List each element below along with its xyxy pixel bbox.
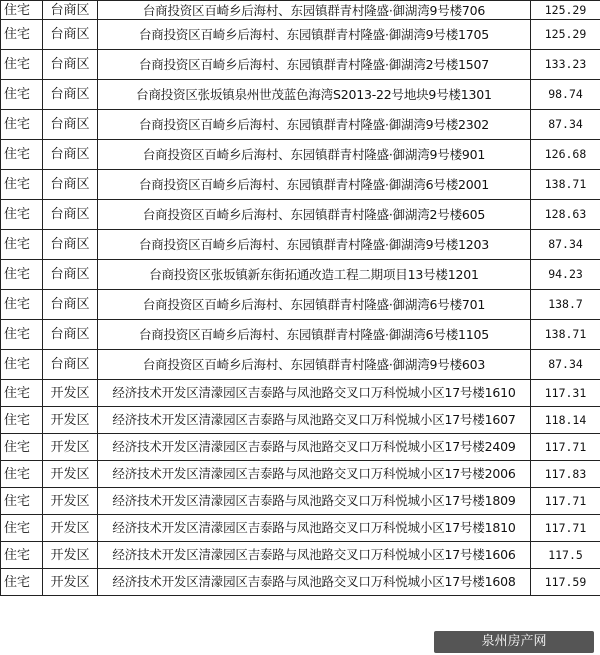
table-row bbox=[1, 260, 600, 290]
table-row bbox=[1, 380, 600, 407]
type-cell: 住宅 bbox=[1, 320, 43, 350]
table-row bbox=[1, 542, 600, 569]
district-cell: 台商区 bbox=[43, 110, 98, 140]
district-cell: 开发区 bbox=[43, 542, 98, 569]
area-cell: 87.34 bbox=[531, 230, 600, 260]
address-cell: 经济技术开发区清濛园区吉泰路与凤池路交叉口万科悦城小区17号楼1608 bbox=[98, 569, 531, 596]
type-cell: 住宅 bbox=[1, 260, 43, 290]
address-cell: 经济技术开发区清濛园区吉泰路与凤池路交叉口万科悦城小区17号楼1607 bbox=[98, 407, 531, 434]
district-cell: 台商区 bbox=[43, 350, 98, 380]
district-cell: 台商区 bbox=[43, 200, 98, 230]
table-row bbox=[1, 230, 600, 260]
type-cell: 住宅 bbox=[1, 461, 43, 488]
address-cell: 经济技术开发区清濛园区吉泰路与凤池路交叉口万科悦城小区17号楼1610 bbox=[98, 380, 531, 407]
table-row bbox=[1, 515, 600, 542]
table-row bbox=[1, 140, 600, 170]
district-cell: 开发区 bbox=[43, 380, 98, 407]
address-cell: 台商投资区百崎乡后海村、东园镇群青村隆盛·御湖湾9号楼1705 bbox=[98, 20, 531, 50]
type-cell: 住宅 bbox=[1, 230, 43, 260]
district-cell: 开发区 bbox=[43, 461, 98, 488]
district-cell: 台商区 bbox=[43, 170, 98, 200]
district-cell: 台商区 bbox=[43, 140, 98, 170]
housing-table-body bbox=[1, 1, 600, 596]
type-cell: 住宅 bbox=[1, 515, 43, 542]
district-cell: 台商区 bbox=[43, 230, 98, 260]
type-cell: 住宅 bbox=[1, 488, 43, 515]
type-cell: 住宅 bbox=[1, 380, 43, 407]
area-cell: 138.7 bbox=[531, 290, 600, 320]
district-cell: 开发区 bbox=[43, 407, 98, 434]
area-cell: 117.5 bbox=[531, 542, 600, 569]
address-cell: 经济技术开发区清濛园区吉泰路与凤池路交叉口万科悦城小区17号楼2409 bbox=[98, 434, 531, 461]
address-cell: 台商投资区百崎乡后海村、东园镇群青村隆盛·御湖湾9号楼901 bbox=[98, 140, 531, 170]
district-cell: 开发区 bbox=[43, 488, 98, 515]
address-cell: 经济技术开发区清濛园区吉泰路与凤池路交叉口万科悦城小区17号楼1809 bbox=[98, 488, 531, 515]
area-cell: 117.71 bbox=[531, 434, 600, 461]
type-cell: 住宅 bbox=[1, 200, 43, 230]
area-cell: 133.23 bbox=[531, 50, 600, 80]
table-row bbox=[1, 170, 600, 200]
district-cell: 台商区 bbox=[43, 320, 98, 350]
address-cell: 台商投资区百崎乡后海村、东园镇群青村隆盛·御湖湾2号楼605 bbox=[98, 200, 531, 230]
table-row bbox=[1, 320, 600, 350]
area-cell: 98.74 bbox=[531, 80, 600, 110]
area-cell: 87.34 bbox=[531, 110, 600, 140]
type-cell: 住宅 bbox=[1, 170, 43, 200]
type-cell: 住宅 bbox=[1, 140, 43, 170]
table-row bbox=[1, 200, 600, 230]
table-row bbox=[1, 80, 600, 110]
address-cell: 经济技术开发区清濛园区吉泰路与凤池路交叉口万科悦城小区17号楼2006 bbox=[98, 461, 531, 488]
type-cell: 住宅 bbox=[1, 1, 43, 20]
type-cell: 住宅 bbox=[1, 434, 43, 461]
address-cell: 经济技术开发区清濛园区吉泰路与凤池路交叉口万科悦城小区17号楼1810 bbox=[98, 515, 531, 542]
district-cell: 开发区 bbox=[43, 569, 98, 596]
address-cell: 台商投资区百崎乡后海村、东园镇群青村隆盛·御湖湾9号楼1203 bbox=[98, 230, 531, 260]
area-cell: 125.29 bbox=[531, 20, 600, 50]
area-cell: 138.71 bbox=[531, 170, 600, 200]
table-row bbox=[1, 434, 600, 461]
area-cell: 87.34 bbox=[531, 350, 600, 380]
area-cell: 117.71 bbox=[531, 515, 600, 542]
table-row bbox=[1, 110, 600, 140]
address-cell: 台商投资区百崎乡后海村、东园镇群青村隆盛·御湖湾6号楼701 bbox=[98, 290, 531, 320]
address-cell: 台商投资区百崎乡后海村、东园镇群青村隆盛·御湖湾2号楼1507 bbox=[98, 50, 531, 80]
type-cell: 住宅 bbox=[1, 542, 43, 569]
table-row bbox=[1, 407, 600, 434]
district-cell: 台商区 bbox=[43, 290, 98, 320]
address-cell: 台商投资区百崎乡后海村、东园镇群青村隆盛·御湖湾6号楼1105 bbox=[98, 320, 531, 350]
type-cell: 住宅 bbox=[1, 350, 43, 380]
type-cell: 住宅 bbox=[1, 50, 43, 80]
address-cell: 台商投资区百崎乡后海村、东园镇群青村隆盛·御湖湾9号楼2302 bbox=[98, 110, 531, 140]
address-cell: 台商投资区张坂镇泉州世茂蓝色海湾S2013-22号地块9号楼1301 bbox=[98, 80, 531, 110]
type-cell: 住宅 bbox=[1, 407, 43, 434]
area-cell: 117.59 bbox=[531, 569, 600, 596]
address-cell: 台商投资区百崎乡后海村、东园镇群青村隆盛·御湖湾9号楼603 bbox=[98, 350, 531, 380]
district-cell: 台商区 bbox=[43, 260, 98, 290]
area-cell: 138.71 bbox=[531, 320, 600, 350]
table-row bbox=[1, 461, 600, 488]
district-cell: 台商区 bbox=[43, 50, 98, 80]
area-cell: 118.14 bbox=[531, 407, 600, 434]
type-cell: 住宅 bbox=[1, 110, 43, 140]
area-cell: 117.83 bbox=[531, 461, 600, 488]
district-cell: 台商区 bbox=[43, 20, 98, 50]
table-row bbox=[1, 1, 600, 20]
type-cell: 住宅 bbox=[1, 80, 43, 110]
area-cell: 117.71 bbox=[531, 488, 600, 515]
address-cell: 经济技术开发区清濛园区吉泰路与凤池路交叉口万科悦城小区17号楼1606 bbox=[98, 542, 531, 569]
table-row bbox=[1, 290, 600, 320]
area-cell: 128.63 bbox=[531, 200, 600, 230]
watermark: 泉州房产网 bbox=[434, 631, 594, 653]
area-cell: 126.68 bbox=[531, 140, 600, 170]
table-row bbox=[1, 50, 600, 80]
address-cell: 台商投资区张坂镇新东街拓通改造工程二期项目13号楼1201 bbox=[98, 260, 531, 290]
table-row bbox=[1, 20, 600, 50]
type-cell: 住宅 bbox=[1, 569, 43, 596]
address-cell: 台商投资区百崎乡后海村、东园镇群青村隆盛·御湖湾6号楼2001 bbox=[98, 170, 531, 200]
district-cell: 开发区 bbox=[43, 434, 98, 461]
address-cell: 台商投资区百崎乡后海村、东园镇群青村隆盛·御湖湾9号楼706 bbox=[98, 1, 531, 20]
table-row bbox=[1, 350, 600, 380]
type-cell: 住宅 bbox=[1, 290, 43, 320]
area-cell: 94.23 bbox=[531, 260, 600, 290]
district-cell: 开发区 bbox=[43, 515, 98, 542]
area-cell: 117.31 bbox=[531, 380, 600, 407]
district-cell: 台商区 bbox=[43, 1, 98, 20]
table-row bbox=[1, 488, 600, 515]
district-cell: 台商区 bbox=[43, 80, 98, 110]
table-row bbox=[1, 569, 600, 596]
area-cell: 125.29 bbox=[531, 1, 600, 20]
type-cell: 住宅 bbox=[1, 20, 43, 50]
